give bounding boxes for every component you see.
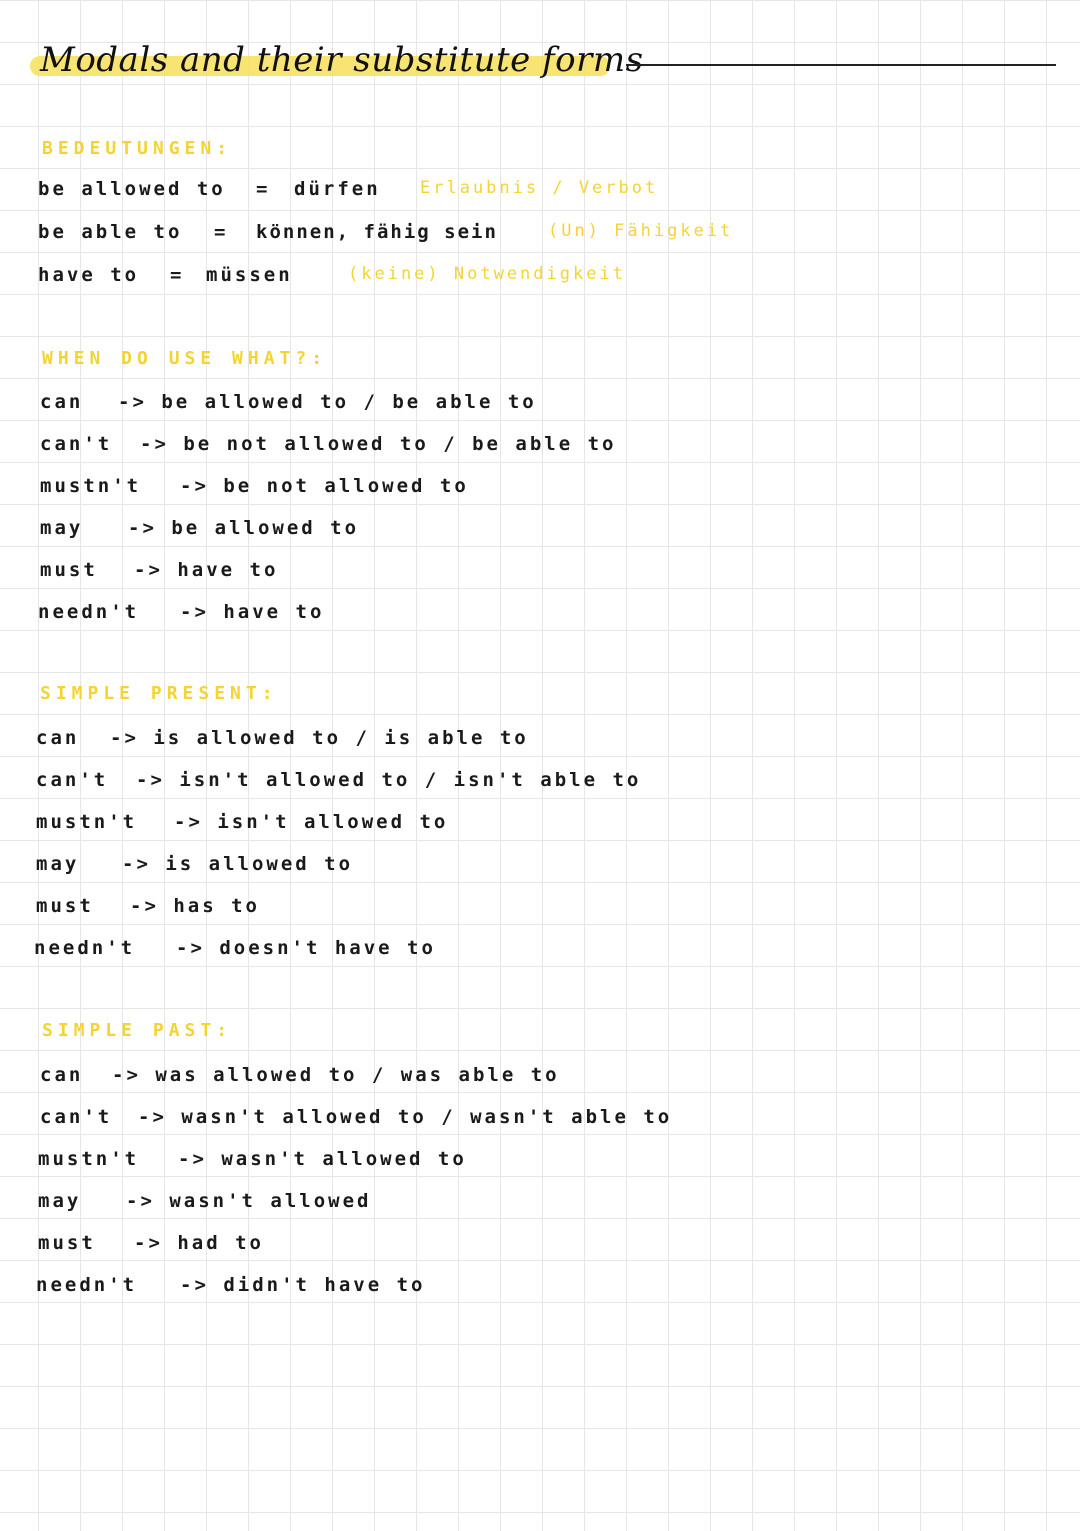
present-substitute: -> has to [130, 895, 260, 917]
present-substitute: -> isn't allowed to / isn't able to [136, 769, 642, 791]
meaning-eq: = [170, 264, 185, 286]
past-substitute: -> had to [134, 1232, 264, 1254]
past-substitute: -> wasn't allowed [126, 1190, 372, 1212]
present-substitute: -> is allowed to [122, 853, 354, 875]
present-substitute: -> isn't allowed to [174, 811, 449, 833]
past-modal: can [40, 1064, 84, 1086]
when-modal: may [40, 517, 84, 539]
when-modal: can [40, 391, 84, 413]
meaning-term: be allowed to [38, 178, 226, 200]
when-modal: can't [40, 433, 113, 455]
when-substitute: -> have to [134, 559, 279, 581]
when-substitute: -> be not allowed to [180, 475, 469, 497]
present-modal: must [36, 895, 94, 917]
meaning-german: dürfen [294, 178, 381, 200]
past-substitute: -> wasn't allowed to [178, 1148, 467, 1170]
present-substitute: -> doesn't have to [176, 937, 436, 959]
present-modal: may [36, 853, 80, 875]
meaning-note: Erlaubnis / Verbot [420, 178, 659, 198]
past-modal: mustn't [38, 1148, 140, 1170]
past-modal: can't [40, 1106, 113, 1128]
past-heading: SIMPLE PAST: [42, 1020, 233, 1041]
when-modal: needn't [38, 601, 140, 623]
past-substitute: -> was allowed to / was able to [112, 1064, 560, 1086]
present-heading: SIMPLE PRESENT: [40, 683, 278, 704]
page-title: Modals and their substitute forms [40, 40, 644, 80]
meaning-note: (Un) Fähigkeit [548, 221, 734, 241]
meanings-heading: BEDEUTUNGEN: [42, 138, 233, 159]
when-heading: WHEN DO USE WHAT?: [42, 348, 328, 369]
when-substitute: -> be not allowed to / be able to [140, 433, 617, 455]
past-substitute: -> wasn't allowed to / wasn't able to [138, 1106, 673, 1128]
meaning-term: have to [38, 264, 140, 286]
meaning-eq: = [256, 178, 271, 200]
meaning-term: be able to [38, 221, 183, 243]
present-modal: needn't [34, 937, 136, 959]
when-substitute: -> be allowed to / be able to [118, 391, 537, 413]
past-substitute: -> didn't have to [180, 1274, 426, 1296]
present-substitute: -> is allowed to / is able to [110, 727, 529, 749]
past-modal: may [38, 1190, 82, 1212]
present-modal: can [36, 727, 80, 749]
when-substitute: -> be allowed to [128, 517, 360, 539]
when-substitute: -> have to [180, 601, 325, 623]
present-modal: mustn't [36, 811, 138, 833]
meaning-note: (keine) Notwendigkeit [348, 264, 626, 284]
title-rule [626, 64, 1056, 66]
meaning-german: müssen [206, 264, 293, 286]
present-modal: can't [36, 769, 109, 791]
meaning-german: können, fähig sein [256, 221, 498, 243]
past-modal: needn't [36, 1274, 138, 1296]
past-modal: must [38, 1232, 96, 1254]
meaning-eq: = [214, 221, 229, 243]
when-modal: must [40, 559, 98, 581]
when-modal: mustn't [40, 475, 142, 497]
